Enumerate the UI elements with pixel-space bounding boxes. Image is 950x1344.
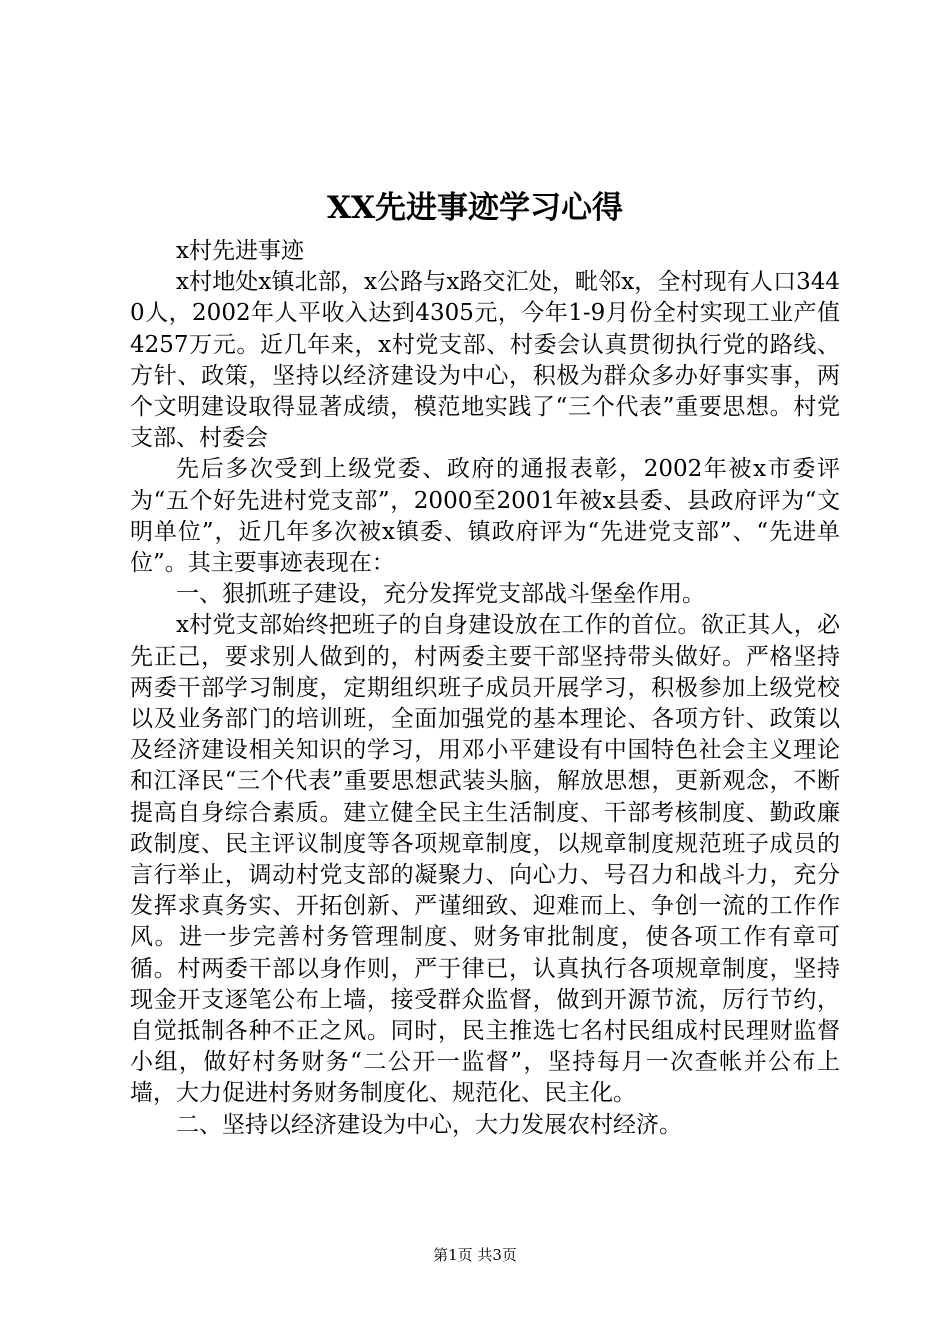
paragraph-team-building: x村党支部始终把班子的自身建设放在工作的首位。欲正其人，必先正己，要求别人做到的，村两委主要干部坚持带头做好。严格坚持两委干部学习制度，定期组织班子成员开展学习，积极参加上级党校以及业务部门的培训班，全面加强党的基本理论、各项方针、政策以及经济建设相关知识的学习，用邓小平建设有中国特色社会主义理论和江泽民“三个代表”重要思想武装头脑，解放思想，更新观念，不断提高自身综合素质。建立健全民主生活制度、干部考核制度、勤政廉政制度、民主评议制度等各项规章制度，以规章制度规范班子成员的言行举止，调动村党支部的凝聚力、向心力、号召力和战斗力，充分发挥求真务实、开拓创新、严谨细致、迎难而上、争创一流的工作作风。进一步完善村务管理制度、财务审批制度，使各项工作有章可循。村两委干部以身作则，严于律已，认真执行各项规章制度，坚持现金开支逐笔公布上墙，接受群众监督，做到开源节流，厉行节约，自觉抵制各种不正之风。同时，民主推选七名村民组成村民理财监督小组，做好村务财务“二公开一监督”，坚持每月一次查帐并公布上墙，大力促进村务财务制度化、规范化、民主化。 (130, 612, 840, 1107)
section-heading-2: 二、坚持以经济建设为中心，大力发展农村经济。 (176, 1111, 682, 1138)
section-heading-1: 一、狠抓班子建设，充分发挥党支部战斗堡垒作用。 (176, 581, 705, 608)
paragraph-village-overview: x村地处x镇北部，x公路与x路交汇处，毗邻x，全村现有人口3440人，2002年人平收入达到4305元，今年1-9月份全村实现工业产值4257万元。近几年来，x村党支部、村委会认真贯彻执行党的路线、方针、政策，坚持以经济建设为中心，积极为群众多办好事实事，两个文明建设取得显著成绩，模范地实践了“三个代表”重要思想。村党支部、村委会 (130, 269, 840, 452)
document-title: XX先进事迹学习心得 (326, 190, 624, 226)
paragraph-subtitle: x村先进事迹 (176, 238, 304, 264)
page-footer: 第1页 共3页 (433, 1246, 517, 1264)
paragraph-honors: 先后多次受到上级党委、政府的通报表彰，2002年被x市委评为“五个好先进村党支部”，2000至2001年被x县委、县政府评为“文明单位”，近几年多次被x镇委、镇政府评为“先进党支部”、“先进单位”。其主要事迹表现在： (130, 456, 840, 577)
document-body (130, 236, 840, 1141)
